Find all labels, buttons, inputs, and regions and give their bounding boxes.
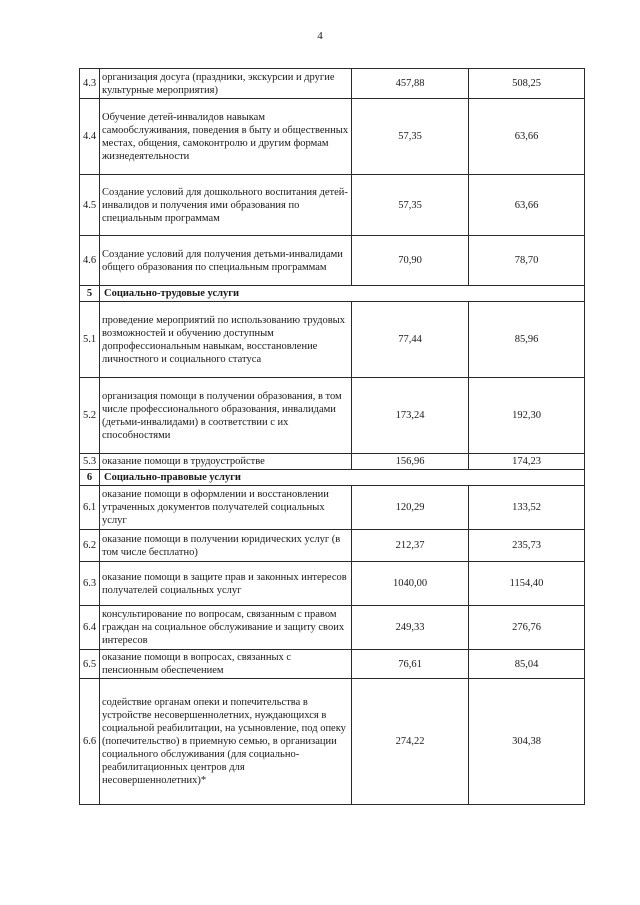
service-number: 4.6 bbox=[80, 236, 100, 286]
tariff-value-2: 85,04 bbox=[469, 650, 585, 679]
service-row bbox=[80, 236, 585, 286]
service-row bbox=[80, 99, 585, 175]
service-row bbox=[80, 69, 585, 99]
tariff-value-1: 57,35 bbox=[352, 175, 469, 236]
tariff-value-2: 63,66 bbox=[469, 175, 585, 236]
service-row bbox=[80, 606, 585, 650]
tariff-value-1: 70,90 bbox=[352, 236, 469, 286]
service-number: 6.6 bbox=[80, 679, 100, 805]
tariff-value-1: 173,24 bbox=[352, 378, 469, 454]
tariff-value-2: 192,30 bbox=[469, 378, 585, 454]
tariff-value-1: 249,33 bbox=[352, 606, 469, 650]
service-name: содействие органам опеки и попечительства в устройстве несовершеннолетних, нуждающихся в социальной реабилитации, на усыновление, под опеку (попечительство) в приемную семью, в организации социального обслуживания (для социально-реабилитационных центров для несовершеннолетних)* bbox=[100, 679, 352, 805]
tariff-value-1: 76,61 bbox=[352, 650, 469, 679]
service-name: Создание условий для дошкольного воспитания детей-инвалидов и получения ими образования по специальным программам bbox=[100, 175, 352, 236]
service-name: проведение мероприятий по использованию трудовых возможностей и обучению доступным допрофессиональным навыкам, восстановление личностного и социального статуса bbox=[100, 302, 352, 378]
service-number: 4.4 bbox=[80, 99, 100, 175]
tariff-value-2: 78,70 bbox=[469, 236, 585, 286]
section-number: 6 bbox=[80, 470, 100, 486]
service-name: оказание помощи в защите прав и законных интересов получателей социальных услуг bbox=[100, 562, 352, 606]
page-number: 4 bbox=[317, 30, 323, 42]
service-number: 6.1 bbox=[80, 486, 100, 530]
tariff-value-1: 274,22 bbox=[352, 679, 469, 805]
tariff-value-1: 156,96 bbox=[352, 454, 469, 470]
service-row bbox=[80, 486, 585, 530]
service-number: 6.5 bbox=[80, 650, 100, 679]
service-row bbox=[80, 679, 585, 805]
service-row bbox=[80, 562, 585, 606]
service-row bbox=[80, 302, 585, 378]
tariff-value-2: 235,73 bbox=[469, 530, 585, 562]
service-row bbox=[80, 650, 585, 679]
tariff-value-2: 304,38 bbox=[469, 679, 585, 805]
tariff-value-2: 133,52 bbox=[469, 486, 585, 530]
service-name: оказание помощи в вопросах, связанных с пенсионным обеспечением bbox=[100, 650, 352, 679]
service-number: 4.5 bbox=[80, 175, 100, 236]
service-name: консультирование по вопросам, связанным с правом граждан на социальное обслуживание и защиту своих интересов bbox=[100, 606, 352, 650]
section-title: Социально-правовые услуги bbox=[100, 470, 585, 486]
service-name: Обучение детей-инвалидов навыкам самообслуживания, поведения в быту и общественных местах, общения, самоконтролю и другим формам жизнедеятельности bbox=[100, 99, 352, 175]
tariff-value-1: 457,88 bbox=[352, 69, 469, 99]
service-name: организация помощи в получении образования, в том числе профессионального образования, инвалидами (детьми-инвалидами) в соответствии с их способностями bbox=[100, 378, 352, 454]
service-row bbox=[80, 175, 585, 236]
tariff-value-1: 1040,00 bbox=[352, 562, 469, 606]
service-name: оказание помощи в оформлении и восстановлении утраченных документов получателей социальных услуг bbox=[100, 486, 352, 530]
section-header-row bbox=[80, 470, 585, 486]
service-number: 5.1 bbox=[80, 302, 100, 378]
tariff-value-2: 63,66 bbox=[469, 99, 585, 175]
service-name: оказание помощи в получении юридических услуг (в том числе бесплатно) bbox=[100, 530, 352, 562]
section-number: 5 bbox=[80, 286, 100, 302]
service-row bbox=[80, 378, 585, 454]
section-header-row bbox=[80, 286, 585, 302]
service-number: 5.2 bbox=[80, 378, 100, 454]
table-body bbox=[80, 69, 585, 805]
tariff-value-2: 174,23 bbox=[469, 454, 585, 470]
services-tariff-table bbox=[79, 68, 585, 805]
service-row bbox=[80, 454, 585, 470]
service-name: Создание условий для получения детьми-инвалидами общего образования по специальным программам bbox=[100, 236, 352, 286]
service-name: организация досуга (праздники, экскурсии и другие культурные мероприятия) bbox=[100, 69, 352, 99]
service-number: 4.3 bbox=[80, 69, 100, 99]
tariff-value-2: 276,76 bbox=[469, 606, 585, 650]
service-number: 6.2 bbox=[80, 530, 100, 562]
tariff-value-1: 212,37 bbox=[352, 530, 469, 562]
service-row bbox=[80, 530, 585, 562]
service-name: оказание помощи в трудоустройстве bbox=[100, 454, 352, 470]
section-title: Социально-трудовые услуги bbox=[100, 286, 585, 302]
tariff-value-1: 57,35 bbox=[352, 99, 469, 175]
service-number: 5.3 bbox=[80, 454, 100, 470]
tariff-value-2: 1154,40 bbox=[469, 562, 585, 606]
tariff-value-2: 508,25 bbox=[469, 69, 585, 99]
service-number: 6.4 bbox=[80, 606, 100, 650]
service-number: 6.3 bbox=[80, 562, 100, 606]
tariff-value-1: 120,29 bbox=[352, 486, 469, 530]
tariff-value-1: 77,44 bbox=[352, 302, 469, 378]
tariff-value-2: 85,96 bbox=[469, 302, 585, 378]
